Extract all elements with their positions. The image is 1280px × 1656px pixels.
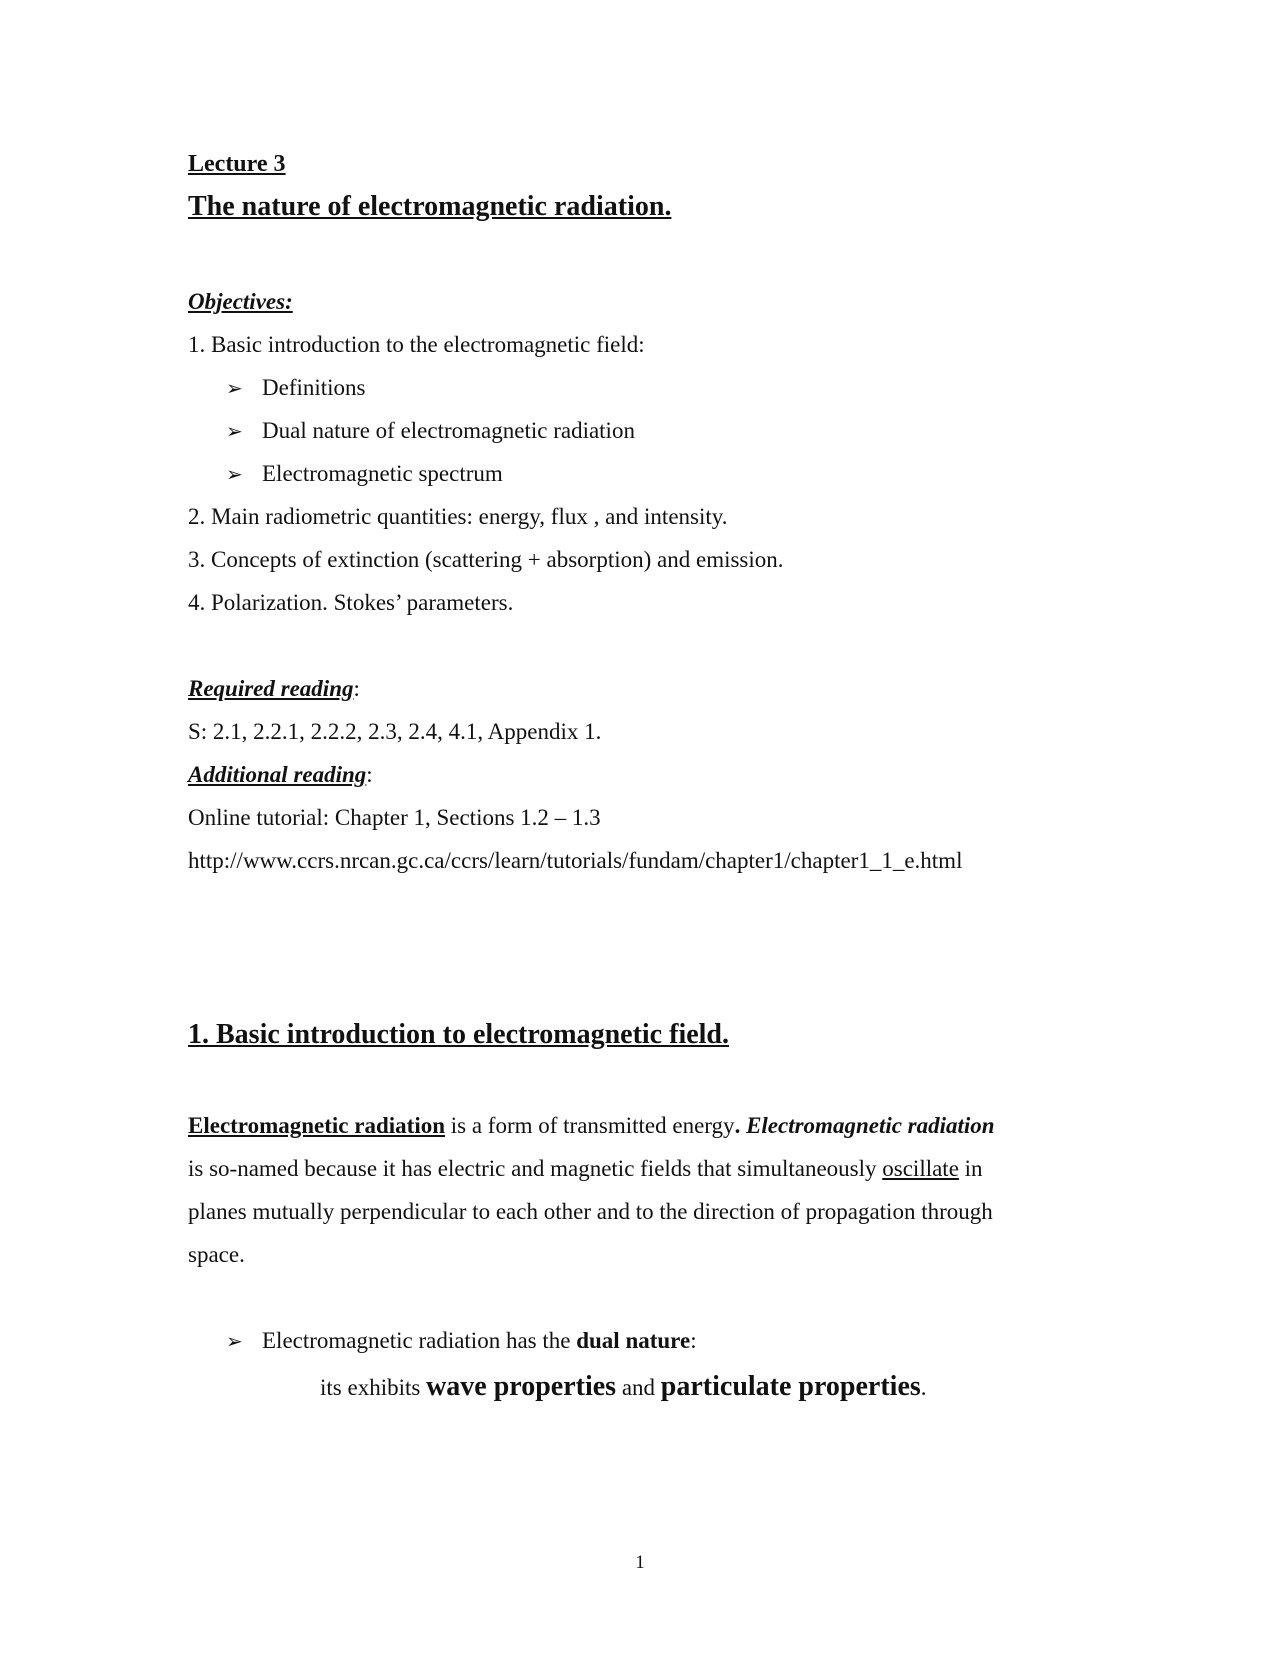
objective-sub-item: ➢ Dual nature of electromagnetic radiation bbox=[226, 418, 635, 443]
additional-reading-text: Online tutorial: Chapter 1, Sections 1.2 – 1.3 bbox=[188, 805, 601, 830]
required-reading-label: Required reading: bbox=[188, 676, 360, 701]
arrow-bullet-icon: ➢ bbox=[226, 1329, 243, 1353]
paragraph-line-2: is so-named because it has electric and magnetic fields that simultaneously oscillate in bbox=[188, 1156, 983, 1181]
page-title: The nature of electromagnetic radiation. bbox=[188, 191, 672, 222]
tutorial-url: http://www.ccrs.nrcan.gc.ca/ccrs/learn/tutorials/fundam/chapter1/chapter1_1_e.html bbox=[188, 848, 963, 873]
arrow-bullet-icon: ➢ bbox=[226, 376, 243, 400]
additional-reading-label: Additional reading: bbox=[188, 762, 373, 787]
lecture-label: Lecture 3 bbox=[188, 151, 286, 177]
objective-4: 4. Polarization. Stokes’ parameters. bbox=[188, 590, 514, 615]
required-reading-text: S: 2.1, 2.2.1, 2.2.2, 2.3, 2.4, 4.1, Appendix 1. bbox=[188, 719, 602, 744]
additional-reading-heading: Additional reading bbox=[188, 762, 367, 787]
particulate-properties: particulate properties bbox=[660, 1371, 921, 1402]
objective-sub-item: ➢ Definitions bbox=[226, 375, 366, 400]
arrow-bullet-icon: ➢ bbox=[226, 462, 243, 486]
objective-1: 1. Basic introduction to the electromagnetic field: bbox=[188, 332, 645, 357]
dual-nature-bullet: ➢ Electromagnetic radiation has the dual nature: bbox=[226, 1328, 697, 1353]
wave-properties: wave properties bbox=[426, 1371, 617, 1402]
objectives-heading: Objectives: bbox=[188, 289, 293, 314]
objective-sub-item: ➢ Electromagnetic spectrum bbox=[226, 461, 503, 486]
objective-3: 3. Concepts of extinction (scattering + absorption) and emission. bbox=[188, 547, 784, 572]
required-reading-heading: Required reading bbox=[188, 676, 354, 701]
em-radiation-term: Electromagnetic radiation bbox=[188, 1113, 445, 1138]
objective-2: 2. Main radiometric quantities: energy, flux , and intensity. bbox=[188, 504, 728, 529]
section-heading: 1. Basic introduction to electromagnetic field. bbox=[188, 1019, 729, 1050]
page-number: 1 bbox=[635, 1552, 645, 1573]
paragraph-line-3: planes mutually perpendicular to each other and to the direction of propagation through bbox=[188, 1199, 993, 1224]
dual-properties-line: its exhibits wave properties and particulate properties. bbox=[320, 1371, 927, 1402]
paragraph-line-1: Electromagnetic radiation is a form of transmitted energy. Electromagnetic radiation bbox=[188, 1113, 995, 1138]
paragraph-line-4: space. bbox=[188, 1242, 245, 1267]
oscillate-term: oscillate bbox=[882, 1156, 959, 1181]
arrow-bullet-icon: ➢ bbox=[226, 419, 243, 443]
